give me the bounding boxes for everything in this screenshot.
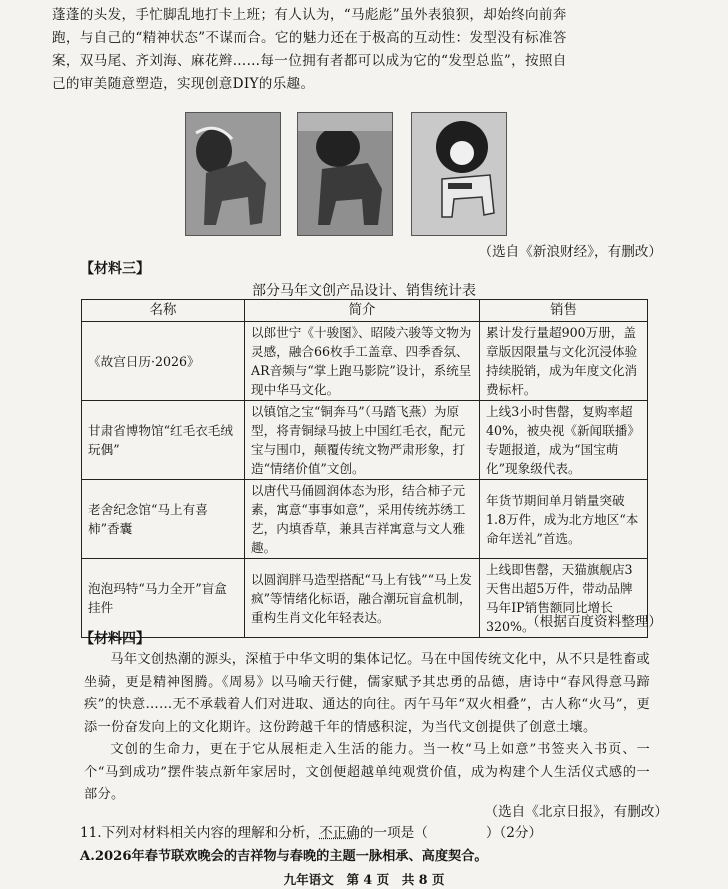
text-line: 案，双马尾、齐刘海、麻花辫……每一位拥有者都可以成为它的“发型总监”，按照自 (52, 53, 567, 69)
question-stem: 11.下列对材料相关内容的理解和分析， (80, 825, 320, 841)
photo-2 (297, 112, 393, 236)
material2-tail (52, 4, 688, 96)
question-stem: 的一项是（ (359, 825, 428, 841)
photo-strip (185, 112, 505, 237)
product-sales: 累计发行量超900万册，盖章版因限量与文化沉浸体验持续脱销，成为年度文化消费标杆。 (480, 322, 648, 401)
table-header-row (82, 300, 648, 322)
product-name: 甘肃省博物馆“红毛衣毛绒玩偶” (82, 401, 245, 480)
product-sales: 年货节期间单月销量突破1.8万件，成为北方地区“本命年送礼”首选。 (480, 480, 648, 559)
table-row (82, 322, 648, 401)
text-line: 己的审美随意塑造，实现创意DIY的乐趣。 (52, 76, 315, 92)
material4-source: （选自《北京日报》，有删改） (484, 804, 668, 820)
product-intro: 以镇馆之宝“铜奔马”（马踏飞燕）为原型，将青铜绿马披上中国红毛衣，配元宝与围巾，颠覆传统文物严肃形象，打造“情绪价值”文创。 (245, 401, 480, 480)
column-header: 简介 (245, 300, 480, 322)
text-line: 跑，与自己的“精神状态”不谋而合。它的魅力还在于极高的互动性：发型没有标准答 (52, 30, 567, 46)
table-row (82, 401, 648, 480)
material4-label: 【材料四】 (80, 631, 150, 647)
photo-1 (185, 112, 281, 236)
paragraph: 马年文创热潮的源头，深植于中华文明的集体记忆。马在中国传统文化中，从不只是牲畜或坐骑，更是精神图腾。《周易》以马喻天行健，儒家赋予其忠勇的品德，唐诗中“春风得意马蹄疾”的快意……无不承载着人们对进取、通达的向往。丙午马年“双火相叠”，古人称“火马”，更添一份奋发向上的文化期许。这份跨越千年的情感积淀，为当代文创提供了创意土壤。 (84, 652, 650, 735)
product-sales: 上线即售罄，天猫旗舰店3天售出超5万件，带动品牌马年IP销售额同比增长320%。 (480, 559, 648, 638)
stats-table (81, 299, 648, 638)
product-intro: 以唐代马俑圆润体态为形，结合柿子元素，寓意“事事如意”，采用传统苏绣工艺，内填香草，兼具吉祥寓意与文人雅趣。 (245, 480, 480, 559)
material3-label: 【材料三】 (80, 261, 150, 277)
table-row (82, 480, 648, 559)
product-name: 泡泡玛特“马力全开”盲盒挂件 (82, 559, 245, 638)
table-title: 部分马年文创产品设计、销售统计表 (252, 283, 476, 299)
question-11 (80, 821, 542, 841)
question-emphasis: 不正确 (319, 825, 360, 841)
text-line: 蓬蓬的头发，手忙脚乱地打卡上班；有人认为，“马彪彪”虽外表狼狈，却始终向前奔 (52, 7, 567, 23)
question-points: ）（2分） (485, 825, 543, 841)
paragraph: 文创的生命力，更在于它从展柜走入生活的能力。当一枚“马上如意”书签夹入书页、一个“马到成功”摆件装点新年家居时，文创便超越单纯观赏价值，成为构建个人生活仪式感的一部分。 (84, 742, 650, 802)
column-header: 名称 (82, 300, 245, 322)
page-footer: 九年语文 第 4 页 共 8 页 (283, 872, 445, 887)
product-intro: 以圆润胖马造型搭配“马上有钱”“马上发疯”等情绪化标语，融合潮玩盲盒机制，重构生肖文化年轻表达。 (245, 559, 480, 638)
option-a[interactable]: A.2026年春节联欢晚会的吉祥物与春晚的主题一脉相承、高度契合。 (80, 849, 488, 864)
material4-body (84, 649, 650, 807)
source-caption: （选自《新浪财经》，有删改） (478, 244, 662, 260)
table-source: （根据百度资料整理） (526, 614, 662, 630)
product-name: 《故宫日历·2026》 (82, 322, 245, 401)
column-header: 销售 (480, 300, 648, 322)
photo-3 (411, 112, 507, 236)
product-intro: 以郎世宁《十骏图》、昭陵六骏等文物为灵感，融合66枚手工盖章、四季香氛、AR音频与“掌上跑马影院”设计，系统呈现中华马文化。 (245, 322, 480, 401)
product-sales: 上线3小时售罄，复购率超40%，被央视《新闻联播》专题报道，成为“国宝萌化”现象级代表。 (480, 401, 648, 480)
product-name: 老舍纪念馆“马上有喜柿”香囊 (82, 480, 245, 559)
